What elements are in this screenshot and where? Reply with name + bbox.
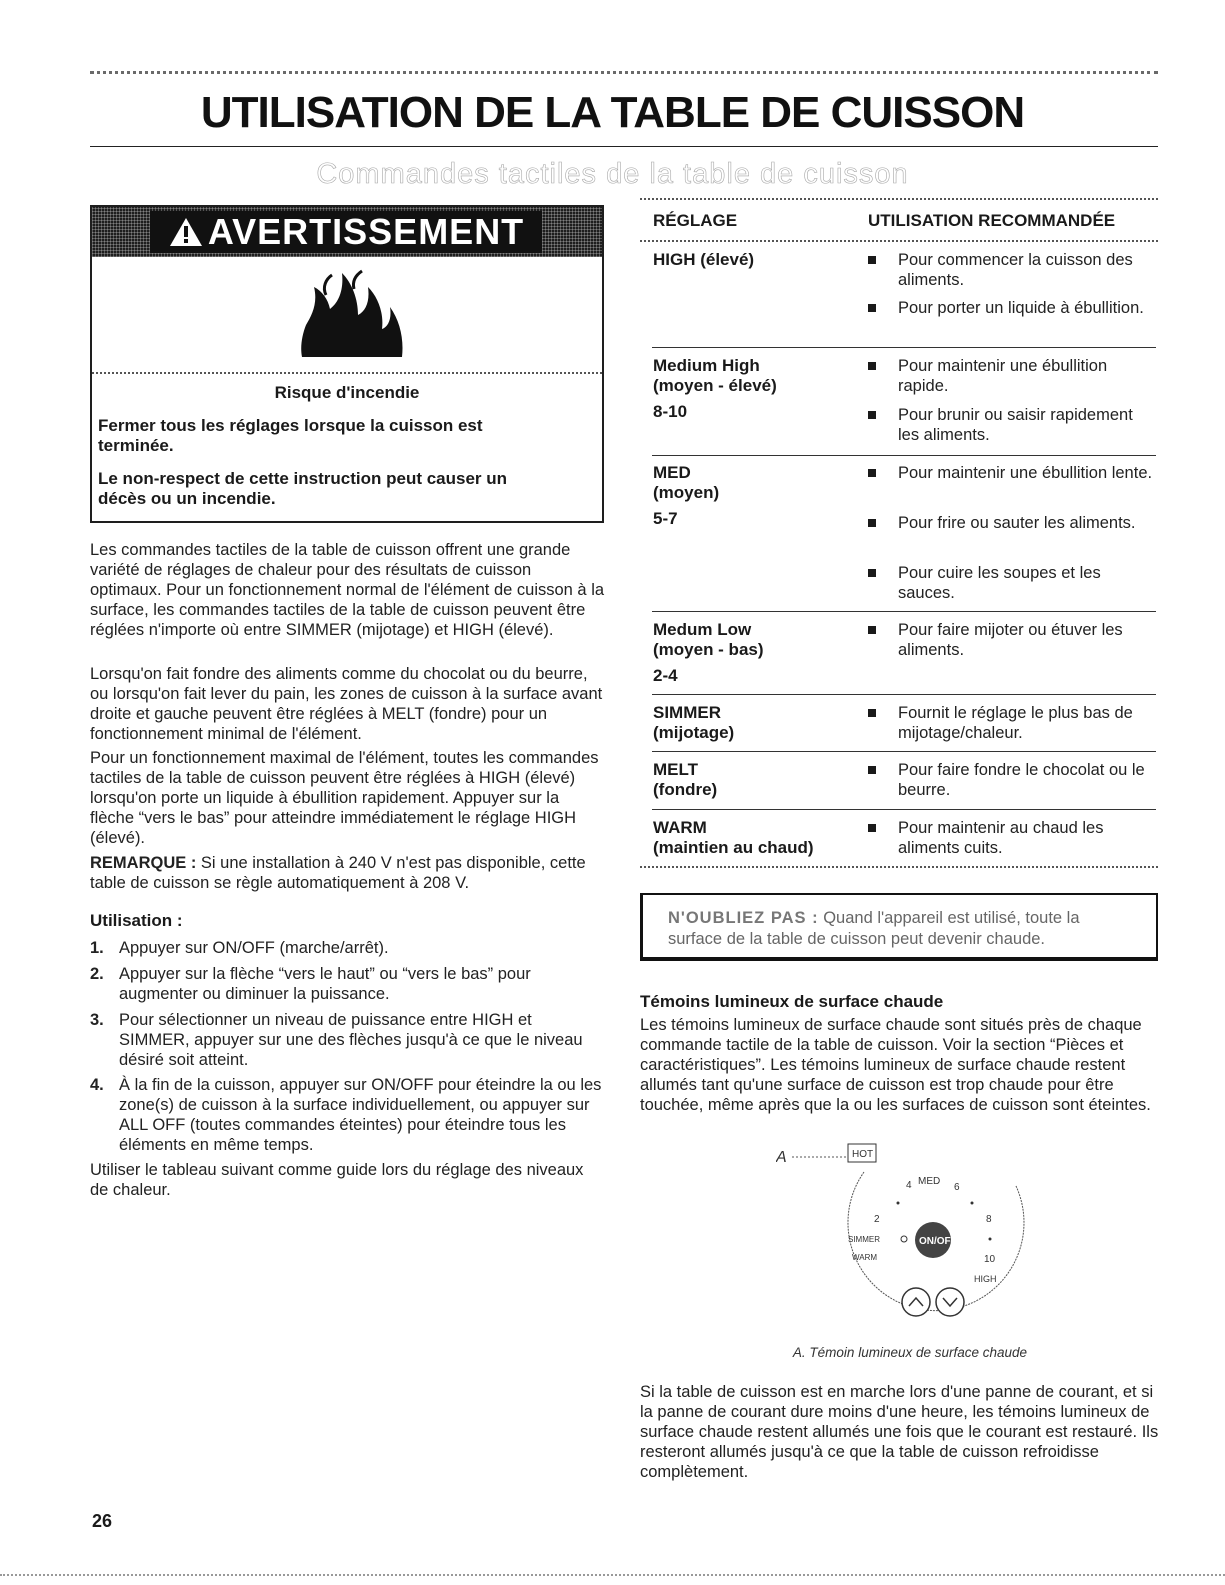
closing-paragraph: Utiliser le tableau suivant comme guide lors du réglage des niveaux de chaleur. xyxy=(90,1161,584,1199)
table-row-rule xyxy=(652,347,1156,348)
dial-label-4: 4 xyxy=(906,1180,912,1191)
table-row-rule xyxy=(652,751,1156,752)
table-header-use: UTILISATION RECOMMANDÉE xyxy=(868,211,1116,230)
table-row-rule xyxy=(652,611,1156,612)
dial-label-6: 6 xyxy=(954,1182,960,1193)
bullet xyxy=(868,818,880,832)
section-subtitle: Commandes tactiles de la table de cuisson xyxy=(316,158,909,190)
table-row-rule xyxy=(652,809,1156,810)
bullet xyxy=(868,298,880,312)
arrow-up-icon xyxy=(902,1288,930,1316)
table-row-setting: Medum Low (moyen - bas) 2-4 xyxy=(653,620,764,685)
table-row-use: Pour commencer la cuisson des aliments. xyxy=(898,251,1133,289)
remark-paragraph xyxy=(90,853,606,893)
title-rule xyxy=(90,146,1158,147)
table-row-use: Pour brunir ou saisir rapidement les aliments. xyxy=(898,406,1133,444)
table-header-setting: RÉGLAGE xyxy=(653,211,738,230)
top-dotted-rule xyxy=(90,71,1158,74)
power-outage-paragraph: Si la table de cuisson est en marche lors d'une panne de courant, et si la panne de courant dure moins d'une heure, les témoins lumineux de surface chaude restent allumés une fois que le courant est restauré. Ils resteront allumés jusqu'à ce que la table de cuisson refroidisse complètement. xyxy=(640,1383,1159,1481)
hot-surface-title: Témoins lumineux de surface chaude xyxy=(640,992,944,1011)
bullet xyxy=(868,760,880,774)
warning-instruction: Fermer tous les réglages lorsque la cuisson est terminée. xyxy=(98,416,483,455)
table-row-use: Pour frire ou sauter les aliments. xyxy=(898,514,1136,532)
table-row-use: Pour maintenir une ébullition lente. xyxy=(898,464,1153,482)
dial-label-warm: WARM xyxy=(852,1253,878,1262)
remark-text: Si une installation à 240 V n'est pas disponible, cette table de cuisson se règle automatiquement à 208 V. xyxy=(90,854,586,892)
warning-triangle-icon xyxy=(168,216,204,248)
reminder-label: N'OUBLIEZ PAS : xyxy=(668,909,819,927)
table-row-use: Pour cuire les soupes et les sauces. xyxy=(898,564,1101,602)
table-row-use: Pour porter un liquide à ébullition. xyxy=(898,299,1144,317)
table-row-use: Pour faire mijoter ou étuver les aliments. xyxy=(898,621,1123,659)
warning-hazard: Risque d'incendie xyxy=(274,383,420,402)
dial-label-high: HIGH xyxy=(974,1274,997,1284)
table-header-rule xyxy=(640,240,1158,242)
fire-icon xyxy=(292,269,412,359)
reminder-text: Quand l'appareil est utilisé, toute la surface de la table de cuisson peut devenir chaude. xyxy=(668,909,1080,948)
onoff-label: ON/OFF xyxy=(919,1236,957,1247)
dial-label-simmer: SIMMER xyxy=(848,1235,880,1244)
table-row-setting: HIGH (élevé) xyxy=(653,250,755,269)
warning-title: AVERTISSEMENT xyxy=(207,211,525,252)
dial-label-10: 10 xyxy=(984,1254,996,1265)
bullet xyxy=(868,250,880,264)
page-number: 26 xyxy=(92,1511,113,1531)
bottom-dotted-rule xyxy=(0,1574,1225,1576)
table-row-rule xyxy=(652,455,1156,456)
table-row-setting: SIMMER (mijotage) xyxy=(653,703,735,742)
bullet xyxy=(868,703,880,717)
table-row-setting: Medium High (moyen - élevé) 8-10 xyxy=(653,356,777,421)
dial-label-8: 8 xyxy=(986,1214,992,1225)
bullet xyxy=(868,513,880,527)
bullet xyxy=(868,620,880,634)
table-row-setting: WARM (maintien au chaud) xyxy=(653,818,814,857)
callout-label: A xyxy=(776,1149,787,1166)
warning-header xyxy=(92,207,602,257)
table-row-use: Pour faire fondre le chocolat ou le beurre. xyxy=(898,761,1145,799)
intro-paragraph: Les commandes tactiles de la table de cuisson offrent une grande variété de réglages de chaleur pour des résultats de cuisson optimaux. Pour un fonctionnement normal de l'élément de cuisson à la surface, les commandes tactiles de la table de cuisson peuvent être réglées n'importe où entre SIMMER (mijotage) et HIGH (élevé). xyxy=(90,541,605,639)
table-row-use: Pour maintenir une ébullition rapide. xyxy=(898,357,1108,395)
melt-paragraph: Lorsqu'on fait fondre des aliments comme du chocolat ou du beurre, ou lorsqu'on fait lever du pain, les zones de cuisson à la surface avant droite et gauche peuvent être réglées à MELT (fondre) pour un fonctionnement minimal de l'élément. xyxy=(90,665,603,743)
table-bottom-rule xyxy=(640,866,1158,868)
bullet xyxy=(868,405,880,419)
warning-divider xyxy=(92,372,602,374)
bullet xyxy=(868,563,880,577)
reminder-box xyxy=(640,893,1158,961)
remark-label: REMARQUE : xyxy=(90,854,197,872)
table-row-use: Fournit le réglage le plus bas de mijotage/chaleur. xyxy=(898,704,1133,742)
control-diagram xyxy=(776,1142,1056,1342)
figure-caption: A. Témoin lumineux de surface chaude xyxy=(792,1345,1028,1360)
table-row-rule xyxy=(652,694,1156,695)
page-title: UTILISATION DE LA TABLE DE CUISSON xyxy=(200,88,1025,137)
dial-label-med: MED xyxy=(918,1176,941,1187)
table-row-setting: MELT (fondre) xyxy=(653,760,718,799)
hot-label: HOT xyxy=(852,1149,874,1160)
bullet xyxy=(868,356,880,370)
high-paragraph: Pour un fonctionnement maximal de l'élément, toutes les commandes tactiles de la table de cuisson peuvent être réglées à HIGH (élevé) lorsqu'on porte un liquide à ébullition rapidement. Appuyer sur la flèche “vers le bas” pour atteindre immédiatement le réglage HIGH (élevé). xyxy=(90,749,599,847)
steps-title: Utilisation : xyxy=(90,911,183,930)
hot-surface-paragraph: Les témoins lumineux de surface chaude sont situés près de chaque commande tactile de la table de cuisson. Voir la section “Pièces et caractéristiques”. Les témoins lumineux de surface chaude restent allumés tant qu'une surface de cuisson est trop chaude pour être touchée, même après que la ou les surfaces de cuisson sont éteintes. xyxy=(640,1016,1151,1114)
warning-consequence: Le non-respect de cette instruction peut causer un décès ou un incendie. xyxy=(98,469,508,508)
table-top-rule xyxy=(640,198,1158,200)
arrow-down-icon xyxy=(936,1288,964,1316)
bullet xyxy=(868,463,880,477)
table-row-use: Pour maintenir au chaud les aliments cuits. xyxy=(898,819,1104,857)
dial-label-2: 2 xyxy=(874,1214,880,1225)
table-row-setting: MED (moyen) 5-7 xyxy=(653,463,720,528)
warning-box xyxy=(90,205,604,523)
